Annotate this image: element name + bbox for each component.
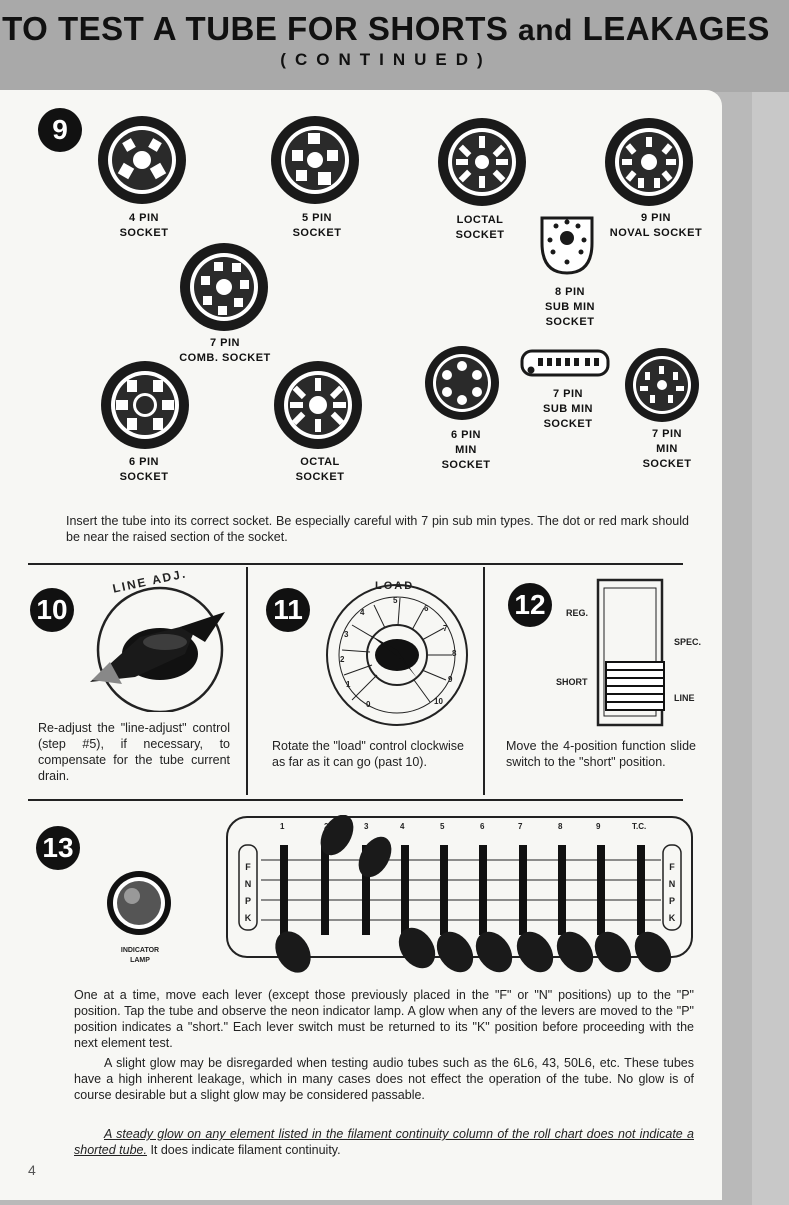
socket-7pin-submin-icon <box>522 351 608 375</box>
label-8pin-submin: 8 PIN SUB MIN SOCKET <box>545 286 595 328</box>
socket-8pin-submin-icon <box>542 218 592 273</box>
step-10-text: Re-adjust the "line-adjust" control (step #5), if necessary, to compensate for the tube current drain. <box>38 721 230 783</box>
page-number: 4 <box>28 1162 36 1178</box>
lever-number-4: 4 <box>400 822 405 831</box>
label-7pin-submin: 7 PIN SUB MIN SOCKET <box>543 388 593 430</box>
socket-5pin-icon <box>271 116 359 204</box>
label-7pin-comb: 7 PIN COMB. SOCKET <box>179 337 271 364</box>
tick-7: 7 <box>443 624 448 633</box>
tick-1: 1 <box>346 680 351 689</box>
divider-2 <box>28 799 683 801</box>
tick-9: 9 <box>448 675 453 684</box>
lever-number-row <box>240 822 680 836</box>
socket-7pin-comb-icon <box>180 243 268 331</box>
step-12-badge: 12 <box>508 583 552 627</box>
step-10-badge: 10 <box>30 588 74 632</box>
spec-label: SPEC. <box>674 637 702 647</box>
column-divider-1 <box>246 567 248 795</box>
indicator-lamp-label: INDICATOR LAMP <box>120 947 160 964</box>
lever-number-8: 8 <box>558 822 563 831</box>
label-7pin-min: 7 PIN MIN SOCKET <box>642 428 692 470</box>
step-13-para-3: A steady glow on any element listed in the filament continuity column of the roll chart does not indicate a shorted tube. It does indicate filament continuity. <box>74 1127 694 1157</box>
lever-number-1: 1 <box>280 822 285 831</box>
label-4pin: 4 PIN SOCKET <box>119 212 169 239</box>
socket-7pin-min-icon <box>625 348 699 422</box>
step-13-badge: 13 <box>36 826 80 870</box>
function-slide-switch-icon <box>596 578 668 728</box>
step-11-badge: 11 <box>266 588 310 632</box>
tick-6: 6 <box>424 604 429 613</box>
lever-switch-panel <box>225 815 695 980</box>
page-title: TO TEST A TUBE FOR SHORTS and LEAKAGES <box>2 10 770 47</box>
tick-0: 0 <box>366 700 371 709</box>
column-divider-2 <box>483 567 485 795</box>
step-12-text: Move the 4-position function slide switch to the "short" position. <box>506 739 696 769</box>
label-noval: 9 PIN NOVAL SOCKET <box>609 212 703 239</box>
lever-number-7: 7 <box>518 822 523 831</box>
lever-number-2: 2 <box>324 822 329 831</box>
tick-10: 10 <box>434 697 443 706</box>
socket-4pin-icon <box>98 116 186 204</box>
load-label: LOAD <box>375 580 415 592</box>
reg-label: REG. <box>566 608 589 618</box>
lever-number-5: 5 <box>440 822 445 831</box>
indicator-lamp-icon <box>104 868 174 938</box>
tick-2: 2 <box>340 655 345 664</box>
label-octal: OCTAL SOCKET <box>295 456 345 483</box>
side-letters-right: F N P K <box>668 862 676 923</box>
lever-number-9: 9 <box>596 822 601 831</box>
step-13-para-1: One at a time, move each lever (except those previously placed in the "F" or "N" positions) up to the "P" position. Tap the tube and observe the neon indicator lamp. A glow when any of the levers are moved to the "P" position indicates a "short." Each lever switch must be returned to its "K" position before proceeding with the next element test. <box>74 988 694 1050</box>
socket-loctal-icon <box>438 118 526 206</box>
tick-3: 3 <box>344 630 349 639</box>
label-loctal: LOCTAL SOCKET <box>455 214 505 241</box>
tick-8: 8 <box>452 649 457 658</box>
page-subtitle: (CONTINUED) <box>280 50 492 69</box>
side-letters-left: F N P K <box>244 862 252 923</box>
line-label: LINE <box>674 693 695 703</box>
tick-5: 5 <box>393 596 398 605</box>
step-9-badge: 9 <box>38 108 82 152</box>
line-adjust-knob-icon <box>80 572 240 712</box>
step-11-text: Rotate the "load" control clockwise as far as it can go (past 10). <box>272 739 464 769</box>
label-5pin: 5 PIN SOCKET <box>292 212 342 239</box>
socket-6pin-min-icon <box>425 346 499 420</box>
socket-6pin-icon <box>101 361 189 449</box>
label-6pin: 6 PIN SOCKET <box>119 456 169 483</box>
divider-1 <box>28 563 683 565</box>
label-6pin-min: 6 PIN MIN SOCKET <box>441 429 491 471</box>
step-9-text: Insert the tube into its correct socket. Be especially careful with 7 pin sub min types. The dot or red mark should be near the raised section of the socket. <box>66 514 689 544</box>
socket-noval-icon <box>605 118 693 206</box>
short-label: SHORT <box>556 677 588 687</box>
tick-4: 4 <box>360 608 365 617</box>
step-13-para-2: A slight glow may be disregarded when testing audio tubes such as the 6L6, 43, 50L6, etc. These tubes have a high inherent leakage, which in many cases does not effect the operation of the tube. No glow is of course desirable but a slight glow may be considered passable. <box>74 1056 694 1102</box>
lever-number-6: 6 <box>480 822 485 831</box>
socket-octal-icon <box>274 361 362 449</box>
line-adj-label: LINE ADJ. <box>111 566 189 596</box>
lever-number-tc: T.C. <box>632 822 647 831</box>
lever-number-3: 3 <box>364 822 369 831</box>
